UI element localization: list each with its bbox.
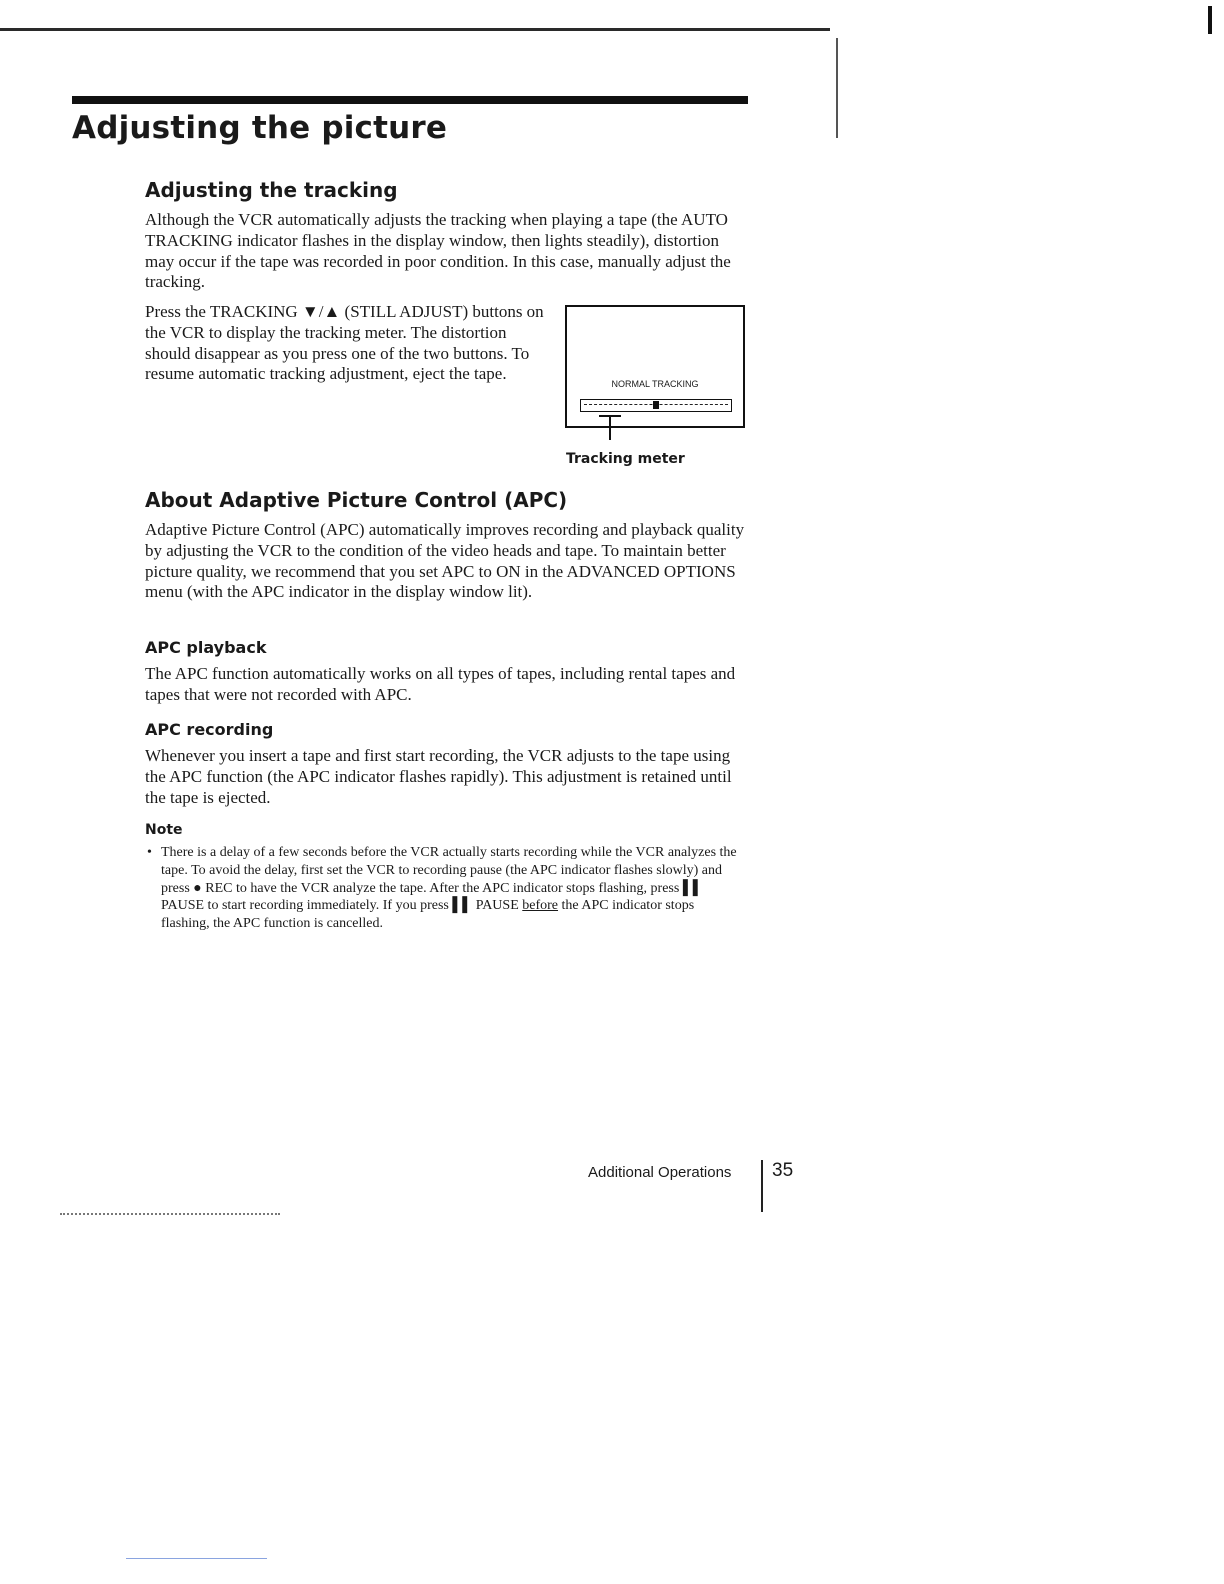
meter-leader-line xyxy=(609,415,611,440)
meter-position-marker xyxy=(653,401,659,409)
note-heading: Note xyxy=(145,822,183,838)
tracking-paragraph: Although the VCR automatically adjusts the tracking when playing a tape (the AUTO TRACKING indicator flashes in the display window, then lights steadily), distortion may occur if the tape was recorded in poor condition. In this case, manually adjust the tracking. xyxy=(145,210,731,292)
scan-side-edge xyxy=(836,38,838,138)
tracking-heading: Adjusting the tracking xyxy=(145,178,398,202)
apc-playback-paragraph: The APC function automatically works on all types of tapes, including rental tapes and tapes that were not recorded with APC. xyxy=(145,664,736,704)
tracking-instructions: Press the TRACKING ▼/▲ (STILL ADJUST) buttons on the VCR to display the tracking meter. The distortion should disappear as you press one of the two buttons. To resume automatic tracking adjustment, eject the tape. xyxy=(145,302,544,384)
note-underlined-word: before xyxy=(522,898,559,914)
apc-recording-paragraph: Whenever you insert a tape and first start recording, the VCR adjusts to the tape using the APC function (the APC indicator flashes rapidly). This adjustment is retained until the tape is ejected. xyxy=(145,746,732,807)
page-number: 35 xyxy=(772,1160,794,1181)
scan-dotted-artifact xyxy=(60,1213,280,1215)
meter-caption: Tracking meter xyxy=(566,451,685,467)
note-list xyxy=(145,844,745,933)
page-title: Adjusting the picture xyxy=(72,110,448,146)
apc-recording-heading: APC recording xyxy=(145,720,274,739)
footer-section-name: Additional Operations xyxy=(588,1164,732,1181)
title-rule xyxy=(72,96,748,104)
scan-corner-mark xyxy=(1208,6,1212,34)
scan-bottom-line xyxy=(126,1558,267,1559)
footer-separator xyxy=(761,1160,763,1212)
tracking-meter-bar xyxy=(580,399,732,412)
meter-label: NORMAL TRACKING xyxy=(611,379,699,389)
apc-paragraph: Adaptive Picture Control (APC) automatically improves recording and playback quality by adjusting the VCR to the condition of the video heads and tape. To maintain better picture quality, we recommend that you set APC to ON in the ADVANCED OPTIONS menu (with the APC indicator in the display window lit). xyxy=(145,520,745,602)
tracking-meter-figure xyxy=(565,305,745,428)
note-text-before: There is a delay of a few seconds before the VCR actually starts recording while the VCR analyzes the tape. To avoid the delay, first set the VCR to recording pause (the APC indicator flashes slowly) and press ● REC to have the VCR analyze the tape. After the APC indicator stops flashing, press ▌▌ PAUSE to start recording immediately. If you press ▌▌ PAUSE xyxy=(161,845,737,914)
scan-top-edge xyxy=(0,28,830,31)
apc-heading: About Adaptive Picture Control (APC) xyxy=(145,488,568,512)
apc-playback-heading: APC playback xyxy=(145,638,267,657)
note-text-after: the APC indicator stops flashing, the APC function is cancelled. xyxy=(161,898,695,932)
note-item xyxy=(145,844,745,933)
